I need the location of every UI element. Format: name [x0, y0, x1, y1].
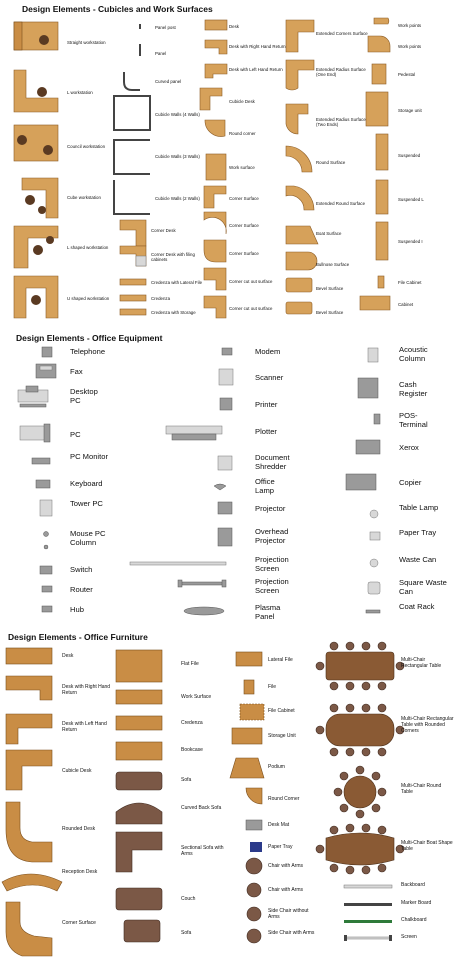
corner-cut-out-1-shape[interactable] [204, 268, 226, 290]
hub-icon[interactable] [42, 606, 52, 612]
f-work-surface-shape[interactable] [116, 690, 162, 704]
cubicle-walls-2-shape[interactable] [114, 180, 150, 214]
lbl-plasma-panel: Plasma Panel [255, 603, 281, 621]
f-reception-desk-shape[interactable] [2, 874, 62, 891]
lbl-telephone: Telephone [70, 347, 106, 356]
lbl-f-backboard: Backboard [401, 882, 425, 888]
lbl-work-points-1: Work points [398, 23, 422, 28]
lbl-plotter: Plotter [255, 427, 277, 436]
lbl-boat-surface: Boat Surface [316, 231, 342, 236]
f-sofa-shape[interactable] [116, 772, 162, 790]
lbl-cash-register: Cash Register [399, 380, 428, 398]
f-flat-file-shape[interactable] [116, 650, 162, 682]
lbl-f-corner-surface: Corner Surface [62, 920, 96, 926]
lbl-corner-cut-out-2: Corner cut out surface [229, 306, 273, 311]
f-multi-chair-round-table-shape[interactable] [334, 766, 386, 818]
lbl-paper-tray: Paper Tray [399, 528, 437, 537]
lbl-bullnose-surface: Bullnose Surface [316, 262, 350, 267]
f-desk-right-return-shape[interactable] [6, 676, 52, 700]
lbl-extended-radius-two: Extended Radius Surface (Two Ends) [316, 117, 366, 128]
lbl-pc: PC [70, 430, 81, 439]
lbl-f-round-corner: Round Corner [268, 796, 300, 802]
lbl-f-paper-tray: Paper Tray [268, 844, 293, 850]
lbl-fax: Fax [70, 367, 83, 376]
pc-column-icon[interactable] [44, 545, 48, 549]
lbl-cubicle-walls-3: Cubicle Walls (3 Walls) [155, 154, 200, 159]
projection-screen-2-icon[interactable] [178, 580, 226, 587]
lbl-cubicle-desk: Cubicle Desk [229, 99, 255, 104]
storage-unit-shape[interactable] [366, 92, 388, 126]
lbl-coat-rack: Coat Rack [399, 602, 435, 611]
corner-cut-out-2-shape[interactable] [204, 296, 226, 318]
extended-round-surface-shape[interactable] [286, 186, 314, 210]
lbl-panel: Panel [155, 51, 167, 56]
f-chalkboard-shape[interactable] [344, 920, 392, 923]
lbl-storage-unit: Storage unit [398, 108, 422, 113]
modem-icon[interactable] [222, 348, 232, 355]
lbl-router: Router [70, 585, 93, 594]
lbl-cubicle-walls-4: Cubicle Walls (4 Walls) [155, 112, 200, 117]
lbl-office-lamp: Office Lamp [255, 477, 275, 495]
lbl-file-cabinet: File Cabinet [398, 280, 422, 285]
round-surface-shape[interactable] [286, 146, 312, 172]
xerox-icon[interactable] [356, 440, 380, 454]
u-shaped-workstation-shape[interactable] [14, 276, 58, 318]
desktop-pc-icon[interactable] [18, 386, 48, 407]
document-shredder-icon[interactable] [218, 456, 232, 470]
lbl-council-workstation: Council workstation [67, 144, 106, 149]
lbl-switch: Switch [70, 565, 93, 574]
lbl-square-waste-can: Square Waste Can [399, 578, 447, 596]
panel-post-shape[interactable] [139, 24, 141, 29]
lbl-keyboard: Keyboard [70, 479, 103, 488]
lbl-desk-right-return: Desk with Right Hand Return [229, 44, 286, 49]
lbl-f-cubicle-desk: Cubicle Desk [62, 768, 92, 774]
projection-screen-1-icon[interactable] [130, 562, 226, 565]
desk-left-return-shape[interactable] [205, 64, 227, 78]
f-multi-chair-boat-table-shape[interactable] [316, 824, 404, 874]
furniture-section [0, 626, 474, 957]
f-marker-board-shape[interactable] [344, 903, 392, 906]
lbl-f-chair-arms-1: Chair with Arms [268, 863, 304, 869]
lbl-overhead-projector: Overhead Projector [255, 527, 289, 545]
bullnose-surface-shape[interactable] [286, 252, 317, 270]
l-workstation-shape[interactable] [14, 70, 58, 112]
lbl-f-lateral-file: Lateral File [268, 657, 293, 663]
lbl-xerox: Xerox [399, 443, 419, 452]
plotter-icon[interactable] [166, 426, 222, 440]
lbl-bevel-surface-1: Bevel Surface [316, 286, 344, 291]
lbl-f-rounded-desk: Rounded Desk [62, 826, 96, 832]
lbl-f-screen: Screen [401, 934, 417, 940]
overhead-projector-icon[interactable] [218, 528, 232, 546]
f-storage-unit-shape[interactable] [232, 728, 262, 744]
f-desk-left-return-shape[interactable] [6, 714, 52, 744]
work-points-2-shape[interactable] [368, 36, 390, 52]
f-paper-tray-shape[interactable] [250, 842, 262, 852]
projector-icon[interactable] [218, 502, 232, 514]
lbl-panel-post: Panel post [155, 25, 176, 30]
lbl-f-multi-boat: Multi-Chair Boat Shape Table [401, 840, 453, 852]
lbl-curved-panel: Curved panel [155, 79, 182, 84]
curved-panel-shape[interactable] [124, 72, 140, 90]
lbl-l-shaped-workstation: L shaped workstation [67, 245, 109, 250]
credenza-storage-shape[interactable] [120, 309, 146, 315]
lbl-credenza-storage: Credenza with Storage [151, 310, 196, 315]
lbl-f-couch: Couch [181, 896, 196, 902]
lbl-pc-monitor: PC Monitor [70, 452, 108, 461]
printer-icon[interactable] [220, 398, 232, 410]
lbl-corner-desk-filing: Corner Desk with filing cabinets [151, 252, 195, 263]
lbl-modem: Modem [255, 347, 281, 356]
square-waste-can-icon[interactable] [368, 582, 380, 594]
tower-pc-icon[interactable] [40, 500, 52, 516]
lbl-desk: Desk [229, 24, 240, 29]
lbl-f-side-chair-no-arms: Side Chair without Arms [268, 908, 309, 920]
f-backboard-shape[interactable] [344, 885, 392, 888]
desk-right-return-shape[interactable] [205, 40, 227, 54]
lbl-acoustic-column: Acoustic Column [399, 345, 428, 363]
equipment-section [0, 328, 474, 628]
cubicle-desk-shape[interactable] [200, 88, 222, 110]
cubicles-section [0, 0, 474, 330]
suspended-i-shape[interactable] [376, 222, 388, 260]
lbl-f-desk-right-return: Desk with Right Hand Return [62, 684, 111, 696]
lbl-f-flat-file: Flat File [181, 661, 199, 667]
pc-icon[interactable] [20, 424, 50, 442]
f-round-corner-shape[interactable] [246, 788, 262, 804]
council-workstation-shape[interactable] [14, 125, 58, 161]
lbl-suspended-l: Suspended L [398, 197, 424, 202]
lbl-extended-round: Extended Round Surface [316, 201, 366, 206]
lbl-corner-cut-out-1: Corner cut out surface [229, 279, 273, 284]
bevel-surface-2-shape[interactable] [286, 302, 312, 314]
lbl-extended-corners: Extended Corners Surface [316, 31, 368, 36]
f-desk-shape[interactable] [6, 648, 52, 664]
lbl-document-shredder: Document Shredder [255, 453, 290, 471]
lbl-corner-surface-2: Corner Surface [229, 223, 259, 228]
lbl-cubicle-walls-2: Cubicle Walls (2 Walls) [155, 196, 200, 201]
file-cabinet-shape[interactable] [378, 276, 384, 288]
lbl-cabinet: Cabinet [398, 302, 414, 307]
lbl-f-sofa-2: Sofa [181, 930, 192, 936]
pos-terminal-icon[interactable] [374, 414, 380, 424]
lbl-pos-terminal: POS-Terminal [399, 411, 428, 429]
lbl-corner-surface-1: Corner Surface [229, 196, 259, 201]
f-multi-chair-rounded-table-shape[interactable] [316, 704, 404, 756]
telephone-icon[interactable] [42, 347, 52, 357]
lbl-corner-surface-3: Corner Surface [229, 251, 259, 256]
cabinet-shape[interactable] [360, 296, 390, 310]
lbl-corner-desk: Corner Desk [151, 228, 176, 233]
lbl-hub: Hub [70, 605, 84, 614]
table-lamp-icon[interactable] [370, 510, 378, 518]
cubicle-walls-4-shape[interactable] [114, 96, 150, 130]
l-shaped-workstation-shape[interactable] [14, 226, 58, 268]
panel-shape[interactable] [139, 44, 141, 56]
lbl-extended-radius-one: Extended Radius Surface (One End) [316, 67, 366, 78]
f-bookcase-shape[interactable] [116, 742, 162, 760]
f-file-cabinet-shape[interactable] [240, 704, 264, 720]
lbl-table-lamp: Table Lamp [399, 503, 439, 512]
scanner-icon[interactable] [219, 369, 233, 385]
lbl-f-curved-back-sofa: Curved Back Sofa [181, 805, 222, 811]
extended-corners-surface-shape[interactable] [286, 20, 314, 52]
lbl-f-chalkboard: Chalkboard [401, 917, 427, 923]
f-curved-back-sofa-shape[interactable] [116, 803, 162, 824]
acoustic-column-icon[interactable] [368, 348, 378, 362]
lbl-round-surface: Round Surface [316, 160, 346, 165]
lbl-f-sofa: Sofa [181, 777, 192, 783]
lbl-scanner: Scanner [255, 373, 284, 382]
lbl-f-storage-unit: Storage Unit [268, 733, 296, 739]
f-screen-shape[interactable] [344, 935, 392, 941]
lbl-f-marker-board: Marker Board [401, 900, 432, 906]
round-corner-shape[interactable] [205, 120, 225, 137]
lbl-pedestal: Pedestal [398, 72, 416, 77]
lbl-projection-screen-2: Projection Screen [255, 577, 289, 595]
lbl-tower-pc: Tower PC [70, 499, 103, 508]
lbl-f-multi-round: Multi-Chair Round Table [401, 783, 442, 795]
desk-shape[interactable] [205, 20, 227, 30]
lbl-cube-workstation: Cube workstation [67, 195, 101, 200]
office-lamp-icon[interactable] [214, 484, 226, 490]
lbl-f-side-chair-arms: Side Chair with Arms [268, 930, 315, 936]
f-rounded-desk-shape[interactable] [6, 802, 52, 862]
lbl-mouse-pc-column: Mouse PC Column [70, 529, 106, 547]
switch-icon[interactable] [40, 566, 52, 574]
f-chair-arms-2-shape[interactable] [247, 883, 261, 897]
corner-surface-1-shape[interactable] [204, 186, 226, 208]
work-surface-shape[interactable] [206, 154, 226, 180]
f-podium-shape[interactable] [230, 758, 264, 778]
cash-register-icon[interactable] [358, 378, 378, 398]
f-chair-arms-1-shape[interactable] [246, 858, 262, 874]
lbl-straight-workstation: Straight workstation [67, 40, 106, 45]
straight-workstation-shape[interactable] [14, 22, 58, 50]
lbl-l-workstation: L workstation [67, 90, 93, 95]
lbl-waste-can: Waste Can [399, 555, 437, 564]
lbl-f-desk-left-return: Desk with Left Hand Return [62, 721, 107, 733]
plasma-panel-icon[interactable] [184, 607, 224, 615]
extended-radius-two-ends-shape[interactable] [286, 104, 308, 134]
lbl-printer: Printer [255, 400, 278, 409]
lbl-f-podium: Podium [268, 764, 285, 770]
keyboard-icon[interactable] [36, 480, 50, 488]
f-side-chair-no-arms-shape[interactable] [247, 907, 261, 921]
lbl-work-points-2: Work points [398, 44, 422, 49]
lbl-f-sectional-sofa: Sectional Sofa with Arms [181, 845, 224, 857]
f-cubicle-desk-shape[interactable] [6, 750, 52, 790]
fax-icon[interactable] [36, 364, 56, 378]
lbl-projector: Projector [255, 504, 286, 513]
boat-surface-shape[interactable] [286, 226, 318, 244]
coat-rack-icon[interactable] [366, 610, 380, 613]
corner-surface-2-shape[interactable] [204, 212, 226, 234]
mouse-icon[interactable] [44, 532, 49, 537]
pedestal-shape[interactable] [372, 64, 386, 84]
suspended-l-shape[interactable] [376, 180, 388, 214]
lbl-f-file: File [268, 684, 277, 690]
corner-desk-shape[interactable] [120, 220, 146, 246]
cube-workstation-shape[interactable] [22, 178, 58, 218]
f-couch-shape[interactable] [116, 888, 162, 910]
lbl-copier: Copier [399, 478, 422, 487]
waste-can-icon[interactable] [370, 559, 378, 567]
lbl-suspended-i: Suspended I [398, 239, 423, 244]
credenza-lateral-file-shape[interactable] [120, 279, 146, 285]
lbl-desk-left-return: Desk with Left Hand Return [229, 67, 283, 72]
pc-monitor-icon[interactable] [32, 458, 50, 464]
f-corner-surface-shape[interactable] [6, 902, 52, 956]
lbl-f-desk: Desk [62, 653, 74, 659]
extended-radius-one-end-shape[interactable] [286, 60, 314, 90]
lbl-f-multi-rounded: Multi-Chair Rectangular Table with Rounded Corners [401, 716, 454, 734]
section-title-equipment: Design Elements - Office Equipment [16, 333, 163, 343]
lbl-f-credenza: Credenza [181, 720, 203, 726]
section-title-cubicles: Design Elements - Cubicles and Work Surfaces [22, 4, 213, 14]
lbl-work-surface: Work surface [229, 165, 255, 170]
lbl-suspended: Suspended [398, 153, 421, 158]
credenza-shape[interactable] [120, 295, 146, 301]
lbl-f-desk-mat: Desk Mat [268, 822, 290, 828]
lbl-credenza-lateral-file: Credenza with Lateral File [151, 280, 203, 285]
f-lateral-file-shape[interactable] [236, 652, 262, 666]
lbl-f-bookcase: Bookcase [181, 747, 203, 753]
lbl-f-multi-rect: Multi-Chair Rectangular Table [401, 657, 442, 669]
f-file-shape[interactable] [244, 680, 254, 694]
lbl-bevel-surface-2: Bevel Surface [316, 310, 344, 315]
lbl-round-corner: Round corner [229, 131, 256, 136]
copier-icon[interactable] [346, 474, 376, 490]
f-sectional-sofa-shape[interactable] [116, 832, 162, 872]
lbl-f-chair-arms-2: Chair with Arms [268, 887, 304, 893]
lbl-desktop-pc: Desktop PC [70, 387, 98, 405]
work-points-1-shape[interactable] [374, 18, 389, 24]
f-side-chair-arms-shape[interactable] [247, 929, 261, 943]
router-icon[interactable] [42, 586, 52, 592]
lbl-projection-screen-1: Projection Screen [255, 555, 289, 573]
f-desk-mat-shape[interactable] [246, 820, 262, 830]
corner-desk-filing-shape[interactable] [120, 246, 146, 266]
section-title-furniture: Design Elements - Office Furniture [8, 632, 148, 642]
f-multi-chair-rect-table-shape[interactable] [316, 642, 404, 690]
bevel-surface-1-shape[interactable] [286, 278, 312, 292]
cubicle-walls-3-shape[interactable] [114, 140, 150, 174]
lbl-f-reception-desk: Reception Desk [62, 869, 98, 875]
f-credenza-shape[interactable] [116, 716, 162, 730]
lbl-f-work-surface: Work Surface [181, 694, 212, 700]
f-sofa-2-shape[interactable] [124, 920, 160, 942]
lbl-credenza: Credenza [151, 296, 171, 301]
lbl-f-file-cabinet: File Cabinet [268, 708, 295, 714]
paper-tray-icon[interactable] [370, 532, 380, 540]
suspended-shape[interactable] [376, 134, 388, 170]
lbl-u-shaped-workstation: U shaped workstation [67, 296, 110, 301]
